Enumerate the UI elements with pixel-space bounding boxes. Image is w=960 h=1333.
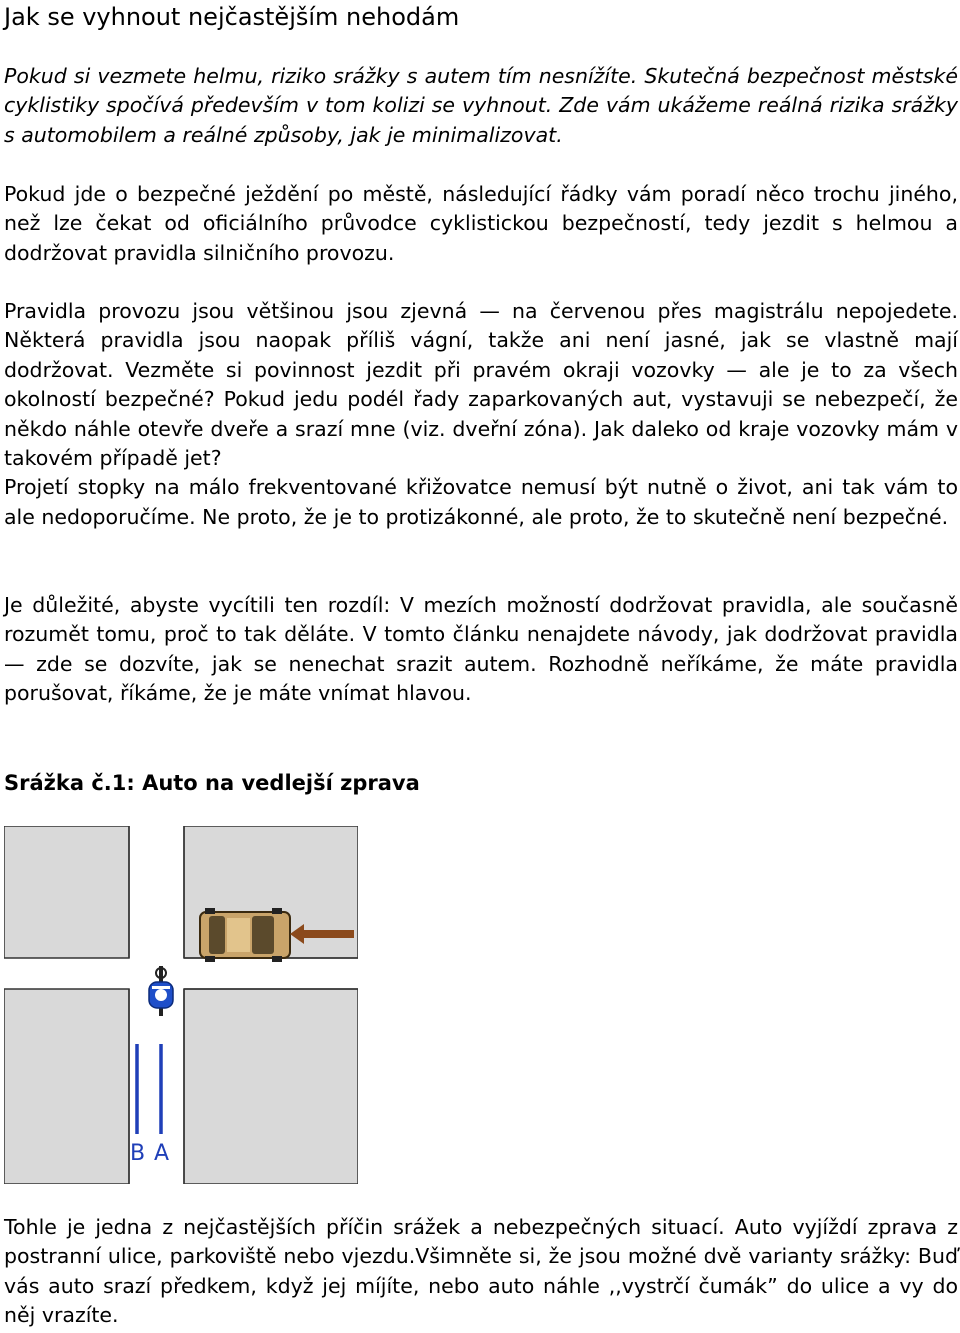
side-street (184, 959, 358, 988)
path-label-a: A (154, 1141, 170, 1166)
sentence: V tomto článku nenajdete návody, jak dodržovat pravidla — zde se dozvíte, jak se nenechat srazit autem. (4, 622, 958, 676)
sentence: Je důležité, abyste vycítili ten rozdíl: V mezích možností dodržovat pravidla, ale současně rozumět tomu, proč to tak děláte. (4, 593, 958, 647)
sentence: Projetí stopky na málo frekventované křižovatce nemusí být nutně o život, ani tak vám to ale nedoporučíme. (4, 475, 958, 529)
paragraph-2 (4, 297, 958, 532)
sidewalk-block-top-left (4, 826, 129, 958)
sentence: Auto vyjíždí zprava z postranní ulice, parkoviště nebo vjezdu. (4, 1215, 958, 1269)
paragraph-4 (4, 1213, 958, 1331)
intro-paragraph: Pokud si vezmete helmu, riziko srážky s autem tím nesnížíte. Skutečná bezpečnost městské cyklistiky spočívá především v tom kolizi se vyhnout. Zde vám ukážeme reálná rizika srážky s automobilem a reálné způsoby, jak je minimalizovat. (4, 64, 958, 147)
collision-diagram (4, 826, 358, 1184)
sentence: Tohle je jedna z nejčastějších příčin srážek a nebezpečných situací. (4, 1215, 725, 1239)
sidewalk-block-bottom-left (4, 989, 129, 1184)
section-heading: Srážka č.1: Auto na vedlejší zprava (4, 771, 420, 795)
sentence: Pravidla provozu jsou většinou jsou zjevná — na červenou přes magistrálu nepojedete. (4, 299, 958, 323)
sentence: Některá pravidla jsou naopak příliš vágní, takže ani není jasné, jak se vlastně mají dodržovat. (4, 328, 958, 382)
paragraph-3 (4, 591, 958, 709)
sentence: Ne proto, že je to protizákonné, ale proto, že to skutečně není bezpečné. (202, 504, 949, 529)
sentence: Vezměte si povinnost jezdit při pravém okraji vozovky — ale je to za všech okolností bezpečné? (4, 357, 958, 412)
car-icon (200, 908, 290, 962)
page-title: Jak se vyhnout nejčastějším nehodám (4, 3, 460, 31)
collision-diagram-svg (4, 826, 358, 1184)
sentence: Rozhodně neříkáme, že máte pravidla porušovat, říkáme, že je máte vnímat hlavou. (4, 651, 958, 706)
sentence: Všimněte si, že jsou možné dvě varianty srážky: Buď vás auto srazí předkem, když jej míjíte, nebo auto náhle ,,vystrčí čumák” do ulice a vy do něj vrazíte. (4, 1244, 958, 1328)
sidewalk-block-bottom-right (184, 989, 358, 1184)
paragraph-1: Pokud jde o bezpečné ježdění po městě, následující řádky vám poradí něco trochu jiného, než lze čekat od oficiálního průvodce cyklistickou bezpečností, tedy jezdit s helmou a dodržovat pravidla silničního provozu. (4, 182, 958, 265)
path-label-b: B (130, 1141, 146, 1166)
sentence: Pokud jedu podél řady zaparkovaných aut, vystavuji se nebezpečí, že někdo náhle otevře dveře a srazí mne (viz. dveřní zóna). Jak daleko od kraje vozovky mám v takovém případě jet? (4, 387, 958, 471)
